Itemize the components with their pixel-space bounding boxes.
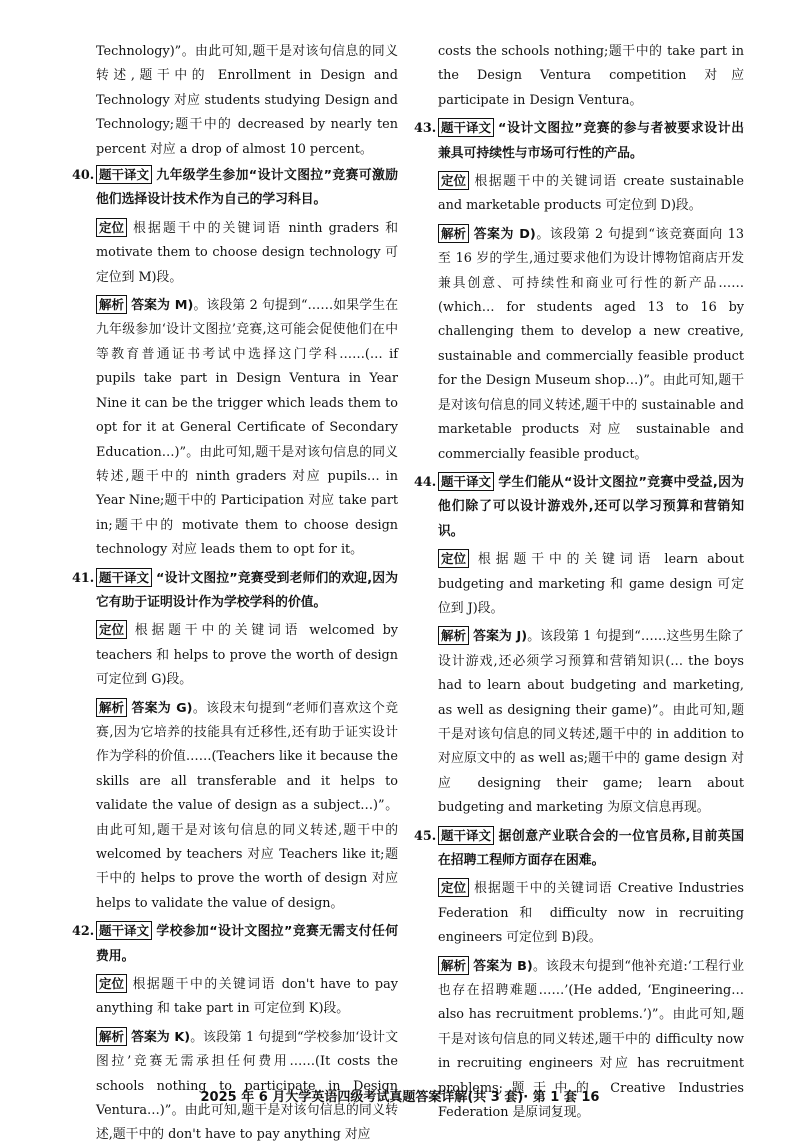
locate-text: 根据题干中的关键词语 learn about budgeting and marketing 和 game design 可定位到 J)段。	[438, 552, 744, 616]
question-translation: 九年级学生参加“设计文图拉”竞赛可激励他们选择设计技术作为自己的学习科目。	[96, 168, 398, 208]
question-number: 43.	[414, 121, 437, 137]
question-number: 41.	[72, 570, 95, 586]
analysis-text: 。该段第 2 句提到“……如果学生在九年级参加‘设计文图拉’竞赛,这可能会促使他们在中等教育普通证书考试中选择这门学科……(… if pupils take part in Design Ventura in Year Nine it can be the trigger which leads them to opt for it at General Certificate of Secondary Education…)”。由此可知,题干是对该句信息的同义转述,题干中的 ninth graders 对应 pupils… in Year Nine;题干中的 Participation 对应 take part in;题干中的 motivate them to choose design technology 对应 leads them to opt for it。	[96, 298, 398, 558]
analysis-text: 。该段第 2 句提到“该竞赛面向 13 至 16 岁的学生,通过要求他们为设计博物馆商店开发兼具创意、可持续性和商业可行性的新产品……(which… for students aged 13 to 16 by challenging them to develop a new creative, sustainable and commercially feasible product for the Design Museum shop…)”。由此可知,题干是对该句信息的同义转述,题干中的 sustainable and marketable products 对应 sustainable and commercially feasible product。	[438, 226, 744, 462]
continued-paragraph: Technology)”。由此可知,题干是对该句信息的同义转述,题干中的 Enrollment in Design and Technology 对应 students studying Design and Technology;题干中的 decreased by nearly ten percent 对应 a drop of almost 10 percent。	[96, 44, 398, 157]
question-43	[414, 117, 744, 467]
locate-label: 定位	[96, 974, 127, 993]
question-number: 45.	[414, 828, 437, 844]
answer-text: 答案为 K)	[131, 1029, 191, 1045]
translation-label: 题干译文	[96, 921, 152, 940]
question-translation: “设计文图拉”竞赛受到老师们的欢迎,因为它有助于证明设计作为学校学科的价值。	[96, 570, 398, 610]
locate-text: 根据题干中的关键词语 create sustainable and marketable products 可定位到 D)段。	[438, 174, 744, 214]
analysis-label: 解析	[96, 698, 127, 717]
question-translation: “设计文图拉”竞赛的参与者被要求设计出兼具可持续性与市场可行性的产品。	[438, 121, 744, 161]
locate-label: 定位	[438, 171, 469, 190]
locate-text: 根据题干中的关键词语 don't have to pay anything 和 take part in 可定位到 K)段。	[96, 977, 398, 1017]
translation-label: 题干译文	[438, 118, 494, 137]
analysis-label: 解析	[96, 295, 127, 314]
analysis-text: 。该段末句提到“老师们喜欢这个竞赛,因为它培养的技能具有迁移性,还有助于证实设计作为学科的价值……(Teachers like it because the skills are all transferable and it helps to validate the value of design as a subject…)”。由此可知,题干是对该句信息的同义转述,题干中的 welcomed by teachers 对应 Teachers like it;题干中的 helps to prove the worth of design 对应 helps to validate the value of design。	[96, 700, 399, 911]
question-translation: 学校参加“设计文图拉”竞赛无需支付任何费用。	[96, 924, 398, 964]
locate-label: 定位	[96, 620, 127, 639]
analysis-text: 。该段第 1 句提到“……这些男生除了设计游戏,还必须学习预算和营销知识(… the boys had to learn about budgeting and marketing, as well as designing their game)”。由此可知,题干是对该句信息的同义转述,题干中的 in addition to 对应原文中的 as well as;题干中的 game design 对应 designing their game; learn about budgeting and marketing 为原文信息再现。	[438, 629, 744, 816]
question-number: 44.	[414, 474, 437, 490]
locate-label: 定位	[438, 878, 469, 897]
translation-label: 题干译文	[96, 165, 152, 184]
question-44	[414, 471, 744, 821]
question-41	[72, 567, 398, 917]
continued-paragraph: costs the schools nothing;题干中的 take part in the Design Ventura competition 对应 participate in Design Ventura。	[438, 44, 744, 108]
translation-label: 题干译文	[438, 472, 494, 491]
analysis-label: 解析	[438, 626, 469, 645]
question-40	[72, 164, 398, 563]
locate-text: 根据题干中的关键词语 Creative Industries Federation 和 difficulty now in recruiting engineers 可定位到 B)段。	[438, 881, 744, 946]
locate-label: 定位	[96, 218, 127, 237]
question-42	[72, 920, 398, 1148]
translation-label: 题干译文	[96, 568, 152, 587]
question-number: 40.	[72, 168, 95, 184]
question-45	[414, 825, 744, 1126]
right-column	[414, 40, 744, 1125]
question-number: 42.	[72, 924, 95, 940]
analysis-text: 。该段第 1 句提到“学校参加‘设计文图拉’竞赛无需承担任何费用……(It costs the schools nothing to participate in Design Ventura…)”。由此可知,题干是对该句信息的同义转述,题干中的 don't have to pay anything 对应	[96, 1029, 398, 1143]
locate-text: 根据题干中的关键词语 welcomed by teachers 和 helps to prove the worth of design 可定位到 G)段。	[96, 623, 398, 688]
left-column	[72, 40, 398, 1148]
page-footer: 2025 年 6 月大学英语四级考试真题答案详解(共 3 套)· 第 1 套 16	[200, 1090, 600, 1105]
question-translation: 据创意产业联合会的一位官员称,目前英国在招聘工程师方面存在困难。	[438, 828, 744, 868]
answer-text: 答案为 M)	[131, 298, 194, 314]
question-translation: 学生们能从“设计文图拉”竞赛中受益,因为他们除了可以设计游戏外,还可以学习预算和营销知识。	[438, 474, 744, 539]
translation-label: 题干译文	[438, 826, 494, 845]
analysis-label: 解析	[438, 956, 469, 975]
answer-text: 答案为 G)	[131, 700, 193, 716]
analysis-label: 解析	[438, 224, 469, 243]
locate-label: 定位	[438, 549, 469, 568]
analysis-text: 。该段末句提到“他补充道:‘工程行业也存在招聘难题……’(He added, ‘Engineering… also has recruitment problems.’)”。由此可知,题干是对该句信息的同义转述,题干中的 difficulty now in recruiting engineers 对应 has recruitment problems;题干中的 Creative Industries Federation 是原词复现。	[438, 958, 744, 1121]
answer-text: 答案为 J)	[473, 629, 528, 645]
locate-text: 根据题干中的关键词语 ninth graders 和 motivate them to choose design technology 可定位到 M)段。	[96, 220, 398, 285]
answer-text: 答案为 B)	[473, 958, 533, 974]
answer-text: 答案为 D)	[473, 226, 536, 242]
analysis-label: 解析	[96, 1027, 127, 1046]
